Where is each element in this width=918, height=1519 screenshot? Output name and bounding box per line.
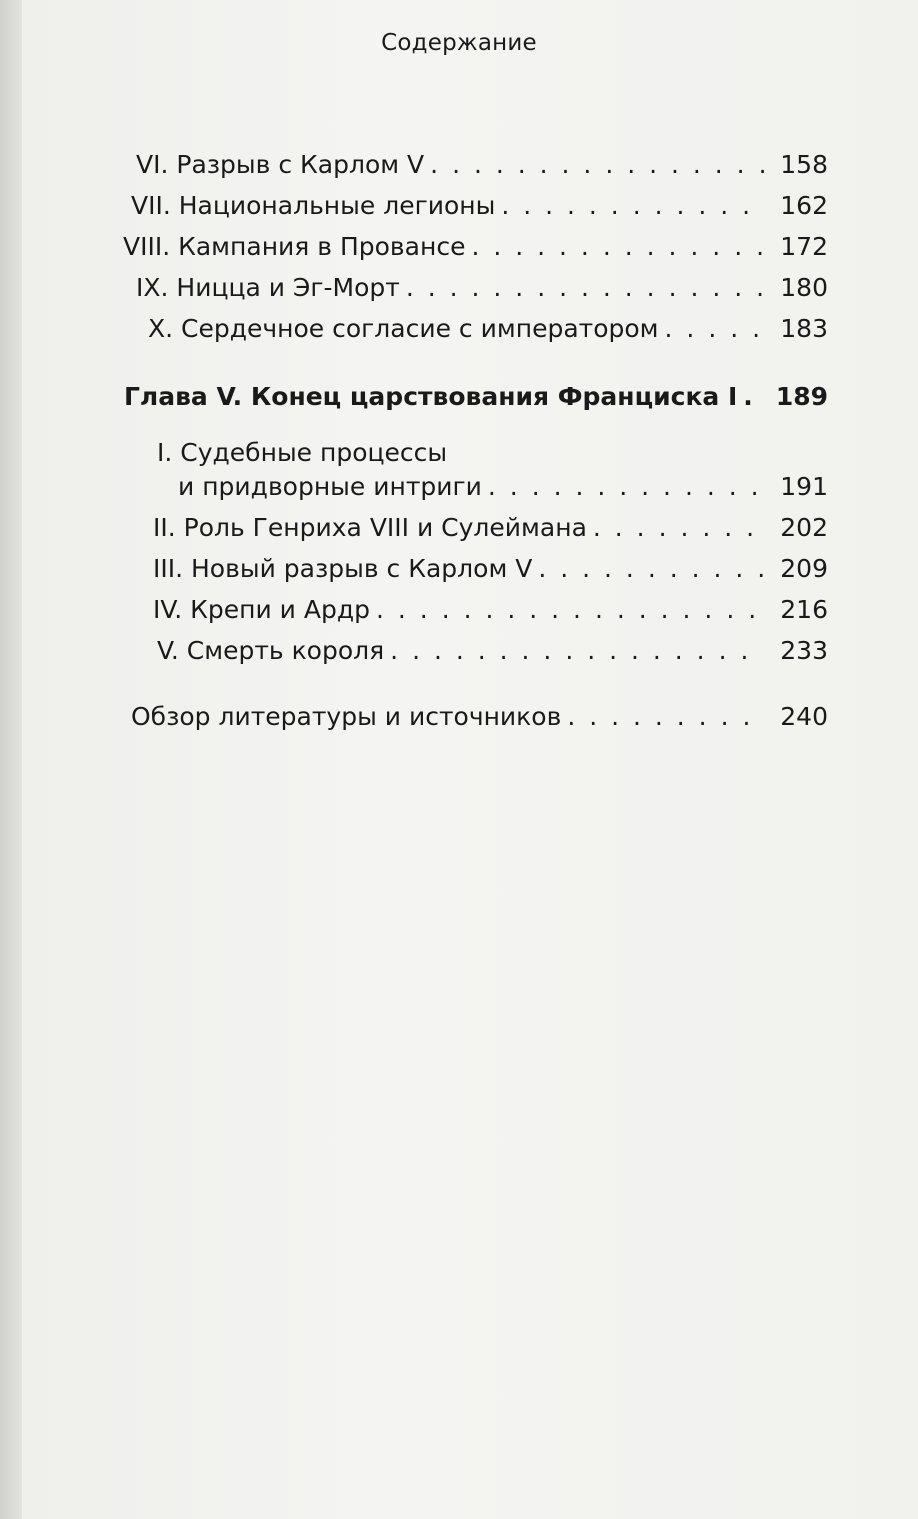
toc-entry-title: IV. Крепи и Ардр [153, 595, 371, 624]
toc-entry-section-7 [131, 181, 828, 221]
toc-leader-dots [488, 472, 764, 502]
toc-entry-literature-review [131, 692, 828, 732]
toc-entry-section-10 [148, 304, 828, 344]
page-edge [0, 0, 22, 1519]
toc-entry-page: 202 [780, 513, 828, 542]
running-head: Содержание [381, 30, 537, 56]
toc-entry-section-5 [157, 626, 828, 666]
toc-entry-title: VIII. Кампания в Провансе [123, 232, 466, 261]
toc-leader-dots [471, 232, 764, 262]
toc-entry-page: 172 [780, 232, 828, 261]
toc-entry-page: 191 [780, 472, 828, 501]
toc-entry-section-8 [123, 222, 828, 262]
toc-entry-title: II. Роль Генриха VIII и Сулеймана [153, 513, 587, 542]
toc-entry-section-3 [153, 544, 828, 584]
toc-entry-section-2 [153, 503, 828, 543]
toc-entry-page: 189 [775, 382, 828, 411]
toc-entry-page: 183 [780, 314, 828, 343]
toc-entry-section-4 [153, 585, 828, 625]
toc-leader-dots [390, 636, 764, 666]
toc-entry-page: 158 [780, 150, 828, 179]
toc-entry-title: V. Смерть короля [157, 636, 385, 665]
toc-entry-page: 209 [780, 554, 828, 583]
toc-leader-dots [538, 554, 764, 584]
toc-entry-page: 233 [780, 636, 828, 665]
toc-entry-page: 240 [780, 702, 828, 731]
toc-entry-title: VII. Национальные легионы [131, 191, 496, 220]
toc-entry-chapter-5 [124, 372, 828, 412]
toc-leader-dots [567, 702, 764, 732]
toc-leader-dots [376, 595, 764, 625]
toc-leader-dots [430, 150, 764, 180]
toc-entry-page: 216 [780, 595, 828, 624]
toc-entry-section-9 [136, 263, 828, 303]
toc-entry-title: VI. Разрыв с Карлом V [136, 150, 425, 179]
toc-entry-title: III. Новый разрыв с Карлом V [153, 554, 533, 583]
toc-entry-page: 162 [780, 191, 828, 220]
toc-leader-dots [665, 314, 764, 344]
toc-leader-dots [593, 513, 764, 543]
toc-entry-section-6 [136, 140, 828, 180]
toc-leader-dots [743, 382, 764, 412]
toc-leader-dots [406, 273, 764, 303]
toc-leader-dots [501, 191, 764, 221]
toc-chapter-title: Глава V. Конец царствования Франциска I [124, 382, 738, 411]
toc-entry-title: Обзор литературы и источников [131, 702, 562, 731]
toc-entry-section-1 [178, 462, 828, 502]
toc-entry-title-line-1: I. Судебные процессы [157, 438, 448, 467]
toc-entry-title: IX. Ницца и Эг-Морт [136, 273, 400, 302]
toc-entry-title-line-2: и придворные интриги [178, 472, 482, 501]
toc-entry-title: X. Сердечное согласие с императором [148, 314, 659, 343]
toc-entry-page: 180 [780, 273, 828, 302]
